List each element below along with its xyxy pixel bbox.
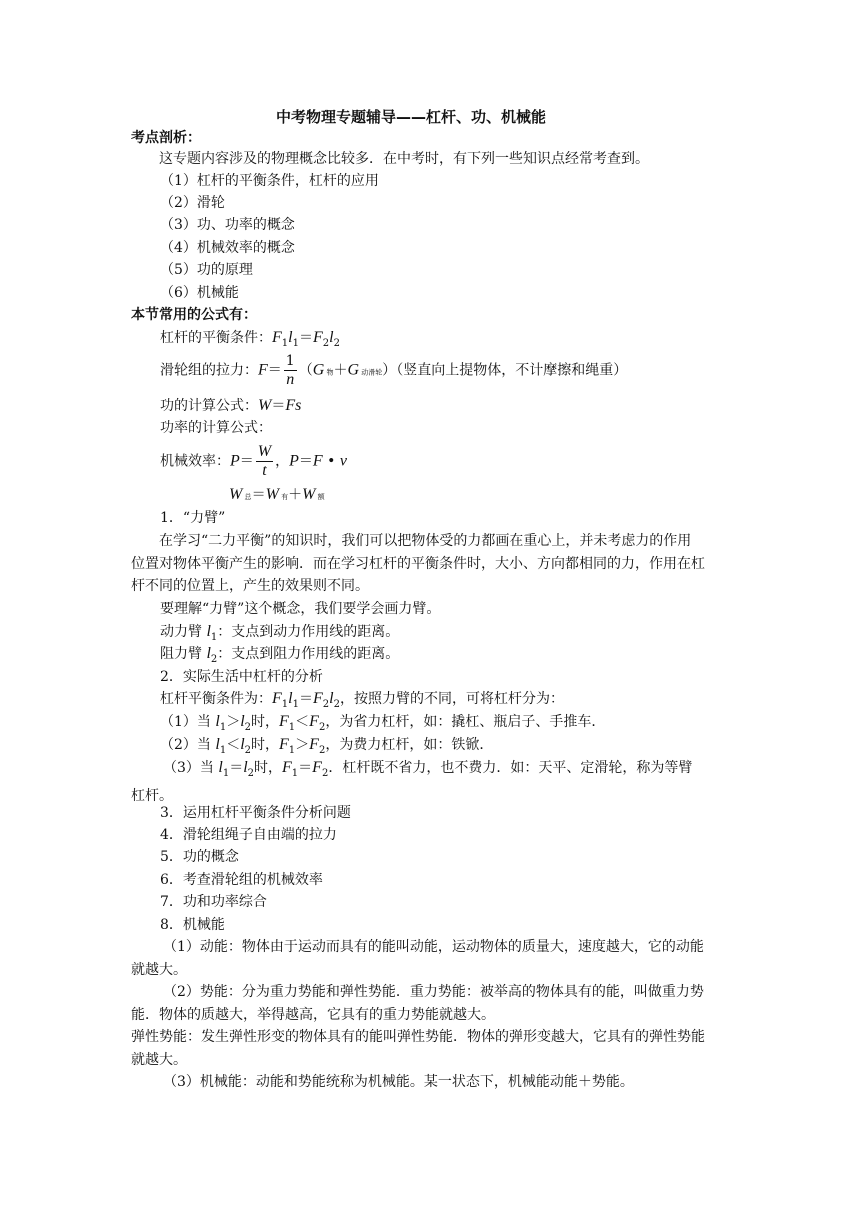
formula-total-work: W 总＝W 有＋W 额 <box>229 486 325 503</box>
intro-text: 这专题内容涉及的物理概念比较多．在中考时，有下列一些知识点经常考查到。 <box>159 151 649 167</box>
section-1-effort-arm: 动力臂 $l_1$：支点到动力作用线的距离。 <box>160 623 400 643</box>
section-2-case-2: （2）当 $l_1<l_2$时，$F_1>F_2$，为费力杠杆，如：铁锨． <box>160 736 494 756</box>
point-item-5: （5）功的原理 <box>160 262 253 278</box>
section-8-title: 8．机械能 <box>160 917 225 933</box>
section-heading-formulas: 本节常用的公式有： <box>131 307 257 323</box>
point-item-1: （1）杠杆的平衡条件，杠杆的应用 <box>160 173 379 189</box>
formula-work: 功的计算公式：W＝Fs <box>160 397 302 414</box>
point-item-4: （4）机械效率的概念 <box>160 240 295 256</box>
section-8-potential-energy: （2）势能：分为重力势能和弹性势能．重力势能：被举高的物体具有的能，叫做重力势能．物体的质越大，举得越高，它具有的重力势能就越大。 <box>131 984 704 1023</box>
section-3-title: 3．运用杠杆平衡条件分析问题 <box>160 805 351 821</box>
section-2-case-1: （1）当 $l_1>l_2$时，$F_1<F_2$，为省力杠杆，如：撬杠、瓶启子、手推车． <box>160 713 606 733</box>
section-2-title: 2．实际生活中杠杆的分析 <box>160 669 323 685</box>
section-heading-key-points: 考点剖析： <box>131 130 201 146</box>
formula-efficiency-power: 机械效率：P＝ $\frac{W}{t}$ ，P＝F • v <box>160 443 347 479</box>
fraction-w-over-t: $\frac{W}{t}$ <box>257 443 272 479</box>
point-item-3: （3）功、功率的概念 <box>160 217 295 233</box>
section-8-kinetic-energy: （1）动能：物体由于运动而具有的能叫动能，运动物体的质量大，速度越大，它的动能就越大。 <box>131 939 704 978</box>
formula-lever-balance: 杠杆的平衡条件：$F_1l_1=F_2l_2$ <box>160 329 340 349</box>
section-1-load-arm: 阻力臂 $l_2$：支点到阻力作用线的距离。 <box>160 645 400 665</box>
section-6-title: 6．考查滑轮组的机械效率 <box>160 872 323 888</box>
section-7-title: 7．功和功率综合 <box>160 894 267 910</box>
section-1-paragraph-1: 在学习“二力平衡”的知识时，我们可以把物体受的力都画在重心上，并未考虑力的作用位置对物体平衡产生的影响．而在学习杠杆的平衡条件时，大小、方向都相同的力，作用在杠杆不同的位置上，产生的效果则不同。 <box>131 533 705 594</box>
document-title: 中考物理专题辅导——杠杆、功、机械能 <box>276 108 547 126</box>
formula-pulley-force: 滑轮组的拉力：F＝ $\frac{1}{n}$ （G 物＋G 动滑轮）（竖直向上提物体，不计摩擦和绳重） <box>160 353 628 388</box>
section-1-paragraph-2: 要理解“力臂”这个概念，我们要学会画力臂。 <box>160 601 441 617</box>
formula-power-label: 功率的计算公式： <box>160 420 272 436</box>
section-5-title: 5．功的概念 <box>160 849 239 865</box>
section-2-case-3: （3）当 $l_1=l_2$时，$F_1=F_2$．杠杆既不省力，也不费力．如：天平、定滑轮，称为等臂杠杆。 <box>131 759 693 805</box>
section-8-mechanical-energy: （3）机械能：动能和势能统称为机械能。某一状态下，机械能动能＋势能。 <box>163 1074 634 1090</box>
point-item-6: （6）机械能 <box>160 285 239 301</box>
section-8-elastic-energy: 弹性势能：发生弹性形变的物体具有的能叫弹性势能．物体的弹形变越大，它具有的弹性势能就越大。 <box>131 1029 705 1068</box>
fraction-1-over-n: $\frac{1}{n}$ <box>285 353 295 388</box>
section-2-condition: 杠杆平衡条件为：$F_1l_1=F_2l_2$，按照力臂的不同，可将杠杆分为： <box>160 690 564 710</box>
point-item-2: （2）滑轮 <box>160 195 225 211</box>
section-4-title: 4．滑轮组绳子自由端的拉力 <box>160 827 337 843</box>
section-1-title: 1．“力臂” <box>160 510 226 526</box>
